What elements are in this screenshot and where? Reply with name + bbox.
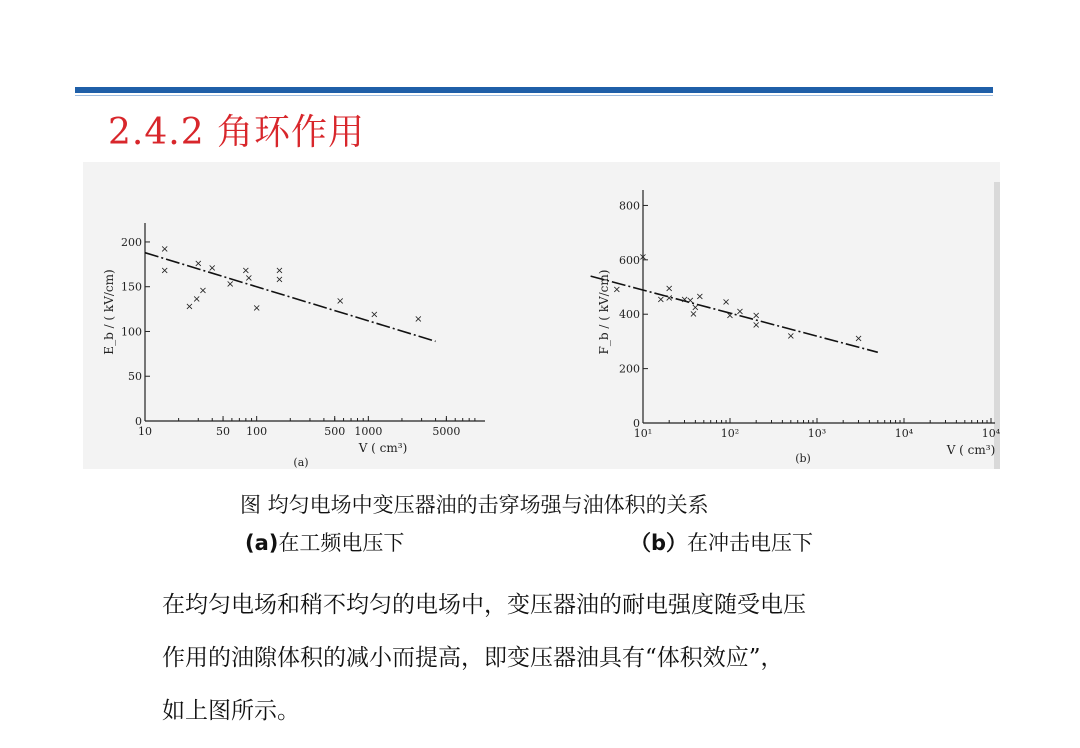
data-point: × — [185, 301, 194, 313]
data-point: × — [725, 310, 735, 322]
figure-caption: 图 均匀电场中变压器油的击穿场强与油体积的关系 — [240, 493, 709, 517]
body-line: 如上图所示。 — [162, 698, 300, 724]
y-tick-label: 50 — [128, 370, 142, 384]
x-tick-label: 100 — [246, 425, 268, 438]
data-point: × — [638, 252, 648, 264]
subcaption-a-label: (a) — [245, 531, 279, 555]
y-tick-label: 0 — [633, 417, 640, 430]
y-tick-label: 200 — [619, 362, 640, 376]
data-point: × — [751, 320, 761, 332]
x-tick-label: 10⁴ — [894, 427, 914, 440]
data-point: × — [414, 313, 423, 325]
y-tick-label: 100 — [121, 325, 142, 339]
header-rule — [75, 87, 993, 93]
data-point: × — [664, 292, 674, 304]
data-point: × — [275, 274, 284, 286]
y-tick-label: 600 — [619, 253, 640, 267]
body-line: 在均匀电场和稍不均匀的电场中，变压器油的耐电强度随受电压 — [162, 592, 806, 618]
y-tick-label: 400 — [619, 308, 640, 322]
data-point: × — [160, 244, 169, 256]
data-point: × — [208, 262, 217, 274]
data-point: × — [275, 265, 284, 277]
data-point: × — [721, 296, 731, 308]
header-rule-thin — [75, 95, 993, 96]
x-tick-label: 10³ — [807, 427, 827, 440]
data-point: × — [691, 302, 700, 314]
x-axis-title: V ( cm³) — [946, 443, 996, 457]
data-point: × — [192, 294, 201, 306]
data-point: × — [656, 294, 665, 306]
panel-label: (b) — [795, 452, 811, 465]
subcaption-a — [245, 527, 404, 557]
x-tick-label: 500 — [324, 425, 346, 438]
data-point: × — [194, 258, 203, 270]
x-tick-label: 10 — [138, 425, 152, 438]
x-axis-title: V ( cm³) — [358, 441, 408, 455]
figure-image — [83, 162, 1000, 469]
data-point: × — [336, 296, 345, 308]
data-point: × — [735, 306, 745, 318]
data-point: × — [244, 272, 253, 284]
y-axis-title: F_b / ( kV/cm) — [597, 269, 611, 355]
data-point: × — [612, 284, 622, 296]
slide-title: 2.4.2 角环作用 — [108, 112, 366, 153]
trend-line — [145, 253, 436, 342]
subcaption-b — [630, 527, 813, 557]
data-point: × — [786, 330, 796, 342]
data-point: × — [370, 309, 379, 321]
y-tick-label: 200 — [121, 235, 142, 249]
subcaption-a-text: 在工频电压下 — [278, 531, 405, 555]
y-axis-title: E_b / ( kV/cm) — [102, 269, 116, 355]
data-point: × — [695, 291, 705, 303]
x-tick-label: 1000 — [354, 425, 383, 438]
data-point: × — [680, 294, 689, 306]
x-tick-label: 5000 — [432, 425, 461, 438]
y-tick-label: 800 — [619, 199, 640, 213]
data-point: × — [854, 333, 863, 345]
x-tick-label: 10¹ — [633, 427, 653, 440]
body-paragraph — [162, 579, 962, 738]
data-point: × — [252, 303, 261, 315]
data-point: × — [664, 283, 674, 295]
chart-b — [513, 162, 1000, 469]
data-point: × — [160, 265, 169, 277]
subcaption-b-label: （b） — [630, 531, 688, 555]
data-point: × — [686, 295, 695, 307]
y-tick-label: 150 — [121, 280, 142, 294]
panel-label: (a) — [293, 456, 309, 469]
x-tick-label: 10⁴ — [981, 427, 1000, 440]
x-tick-label: 10² — [720, 427, 740, 440]
data-point: × — [241, 265, 251, 277]
x-tick-label: 50 — [216, 425, 231, 438]
subcaption-b-text: 在冲击电压下 — [687, 531, 814, 555]
data-point: × — [226, 279, 235, 291]
chart-a — [83, 162, 513, 469]
y-tick-label: 0 — [135, 415, 142, 428]
body-line: 作用的油隙体积的减小而提高，即变压器油具有“体积效应”， — [162, 645, 784, 671]
data-point: × — [751, 310, 761, 322]
data-point: × — [198, 285, 208, 297]
data-point: × — [689, 309, 698, 321]
